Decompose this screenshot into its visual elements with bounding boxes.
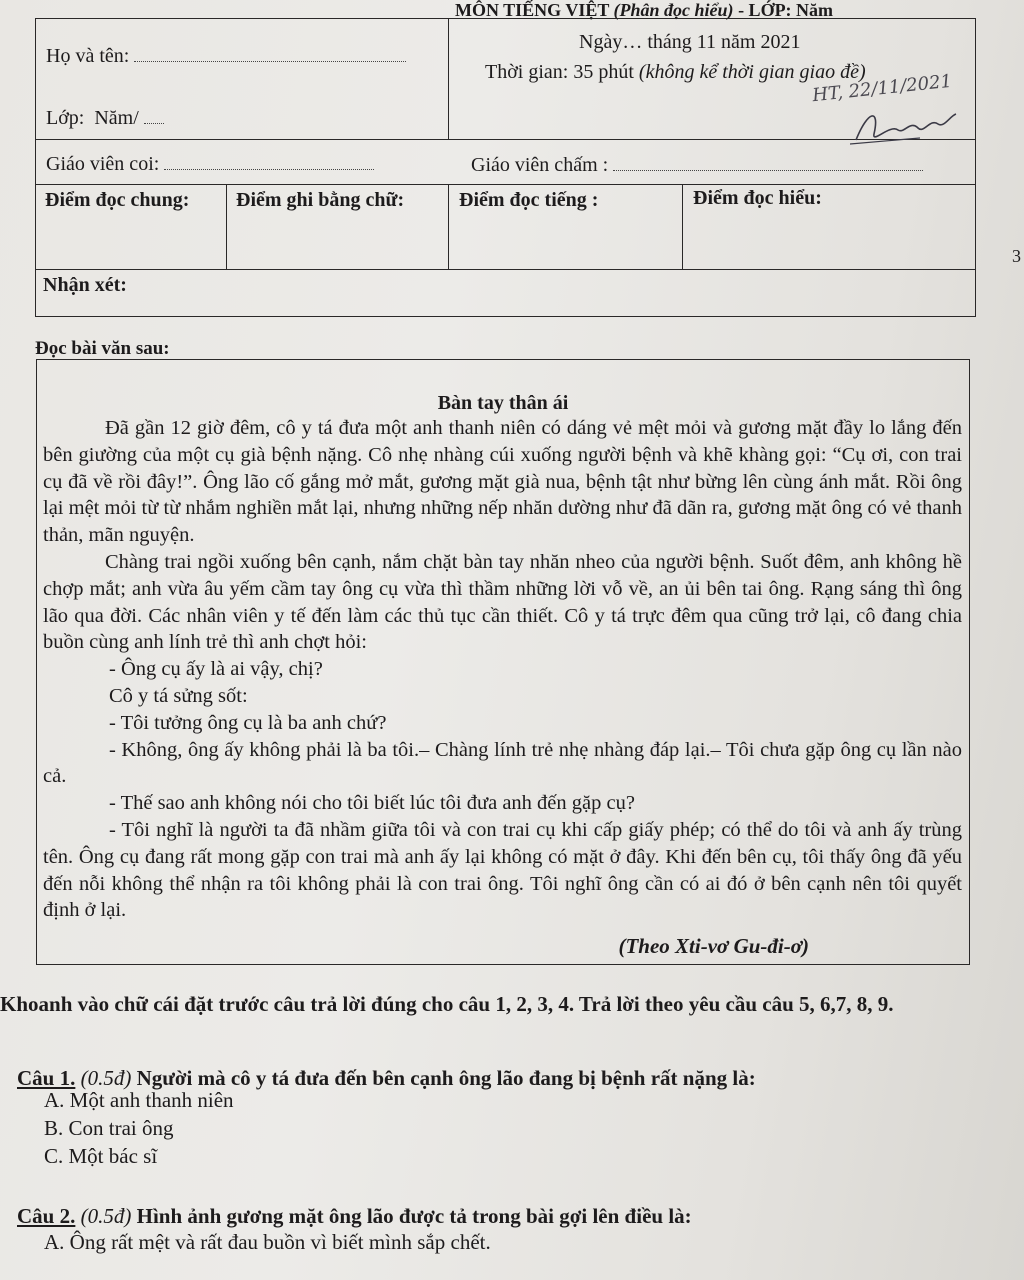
signature-icon	[850, 100, 960, 150]
header-table	[35, 18, 976, 317]
proctor-label: Giáo viên coi:	[46, 153, 160, 175]
question-1-option-c[interactable]: C. Một bác sĩ	[44, 1144, 158, 1168]
dialogue-line: Cô y tá sửng sốt:	[109, 684, 248, 707]
passage-title: Bàn tay thân ái	[437, 392, 569, 414]
date-line: Ngày… tháng 11 năm 2021	[579, 31, 801, 53]
question-2-option-a[interactable]: A. Ông rất mệt và rất đau buồn vì biết mình sắp chết.	[44, 1230, 491, 1254]
passage-paragraph: Chàng trai ngồi xuống bên cạnh, nắm chặt bàn tay nhăn nheo của người bệnh. Suốt đêm, anh không hề chợp mắt; anh vừa âu yếm cầm tay ông cụ vừa thì thầm những lời vỗ về, an ủi bên tai ông. Rạng sáng thì ông lão qua đời. Các nhân viên y tế đến làm các thủ tục cần thiết. Cô y tá trực đêm qua cũng trở lại, cô đang chia buồn cùng anh lính trẻ thì anh chợt hỏi:	[43, 550, 962, 654]
question-points: (0.5đ)	[80, 1066, 132, 1090]
question-text: Người mà cô y tá đưa đến bên cạnh ông lão đang bị bệnh rất nặng là:	[136, 1066, 756, 1090]
question-number: Câu 2.	[17, 1204, 76, 1228]
question-2	[17, 1202, 692, 1230]
score-overall-cell[interactable]	[36, 185, 227, 270]
score-words-cell[interactable]	[227, 185, 449, 270]
grader-label: Giáo viên chấm :	[471, 154, 609, 176]
comment-row[interactable]	[36, 270, 976, 317]
class-value: Năm/	[94, 107, 139, 129]
question-instructions: Khoanh vào chữ cái đặt trước câu trả lời đúng cho câu 1, 2, 3, 4. Trả lời theo yêu cầu câu 5, 6,7, 8, 9.	[0, 992, 894, 1016]
score-comprehension-cell[interactable]	[683, 185, 976, 270]
dialogue-line: - Tôi nghĩ là người ta đã nhầm giữa tôi và con trai cụ khi cấp giấy phép; có thể do tôi và anh ấy trùng tên. Ông cụ đang rất mong gặp con trai mà anh ấy lại không có mặt ở đây. Khi đến bên cụ, tôi thấy ông đã yếu đến nỗi không thể nhận ra tôi không phải là con trai ông. Tôi nghĩ ông cần có ai đó ở bên cạnh nên tôi quyết định ở lại.	[43, 818, 962, 922]
edge-mark: 3	[1012, 246, 1021, 266]
passage-source: (Theo Xti-vơ Gu-đi-ơ)	[618, 934, 809, 958]
teachers-row	[36, 140, 976, 185]
student-info-cell	[36, 19, 449, 140]
passage-text	[43, 415, 962, 924]
score-words-label: Điểm ghi bằng chữ:	[236, 189, 405, 211]
score-reading-aloud-label: Điểm đọc tiếng :	[459, 189, 599, 211]
question-text: Hình ảnh gương mặt ông lão được tả trong bài gợi lên điều là:	[136, 1204, 692, 1228]
question-number: Câu 1.	[17, 1066, 76, 1090]
dialogue-line: - Thế sao anh không nói cho tôi biết lúc tôi đưa anh đến gặp cụ?	[109, 792, 635, 815]
score-comprehension-label: Điểm đọc hiểu:	[693, 187, 822, 209]
question-1-option-b[interactable]: B. Con trai ông	[44, 1116, 174, 1140]
dialogue-line: - Tôi tưởng ông cụ là ba anh chứ?	[109, 711, 387, 734]
name-blank[interactable]	[134, 61, 406, 62]
dialogue-line: - Ông cụ ấy là ai vậy, chị?	[109, 658, 323, 681]
time-line: Thời gian: 35 phút (không kể thời gian giao đề)	[485, 61, 866, 83]
comment-label: Nhận xét:	[43, 274, 127, 296]
grader-blank[interactable]	[613, 170, 923, 171]
question-points: (0.5đ)	[80, 1204, 132, 1228]
question-1-option-a[interactable]: A. Một anh thanh niên	[44, 1088, 234, 1112]
dialogue-line: - Không, ông ấy không phải là ba tôi.– Chàng lính trẻ nhẹ nhàng đáp lại.– Tôi chưa gặp ông cụ lần nào cả.	[43, 738, 962, 788]
passage-box	[36, 359, 970, 965]
score-reading-aloud-cell[interactable]	[449, 185, 683, 270]
handwritten-date-note: HT, 22/11/2021	[811, 70, 953, 107]
reading-instruction: Đọc bài văn sau:	[35, 338, 170, 359]
name-label: Họ và tên:	[46, 45, 130, 67]
proctor-blank[interactable]	[164, 169, 374, 170]
score-overall-label: Điểm đọc chung:	[45, 189, 190, 211]
subject-heading: MÔN TIẾNG VIỆT (Phân đọc hiểu) - LỚP: Năm	[455, 0, 834, 20]
class-label: Lớp:	[46, 107, 85, 129]
class-blank[interactable]	[144, 123, 164, 124]
passage-paragraph: Đã gần 12 giờ đêm, cô y tá đưa một anh thanh niên có dáng vẻ mệt mỏi và gương mặt đầy lo lắng đến bên giường của một cụ già bệnh nặng. Cô nhẹ nhàng cúi xuống người bệnh và khẽ khàng gọi: “Cụ ơi, con trai cụ đã về rồi đây!”. Ông lão cố gắng mở mắt, gương mặt già nua, bệnh tật như bừng lên cùng ánh mắt. Rồi ông lại mệt mỏi từ từ nhắm nghiền mắt lại, nhưng những nếp nhăn dường như đã dãn ra, gương mặt ông có vẻ thanh thản, mãn nguyện.	[43, 417, 962, 547]
